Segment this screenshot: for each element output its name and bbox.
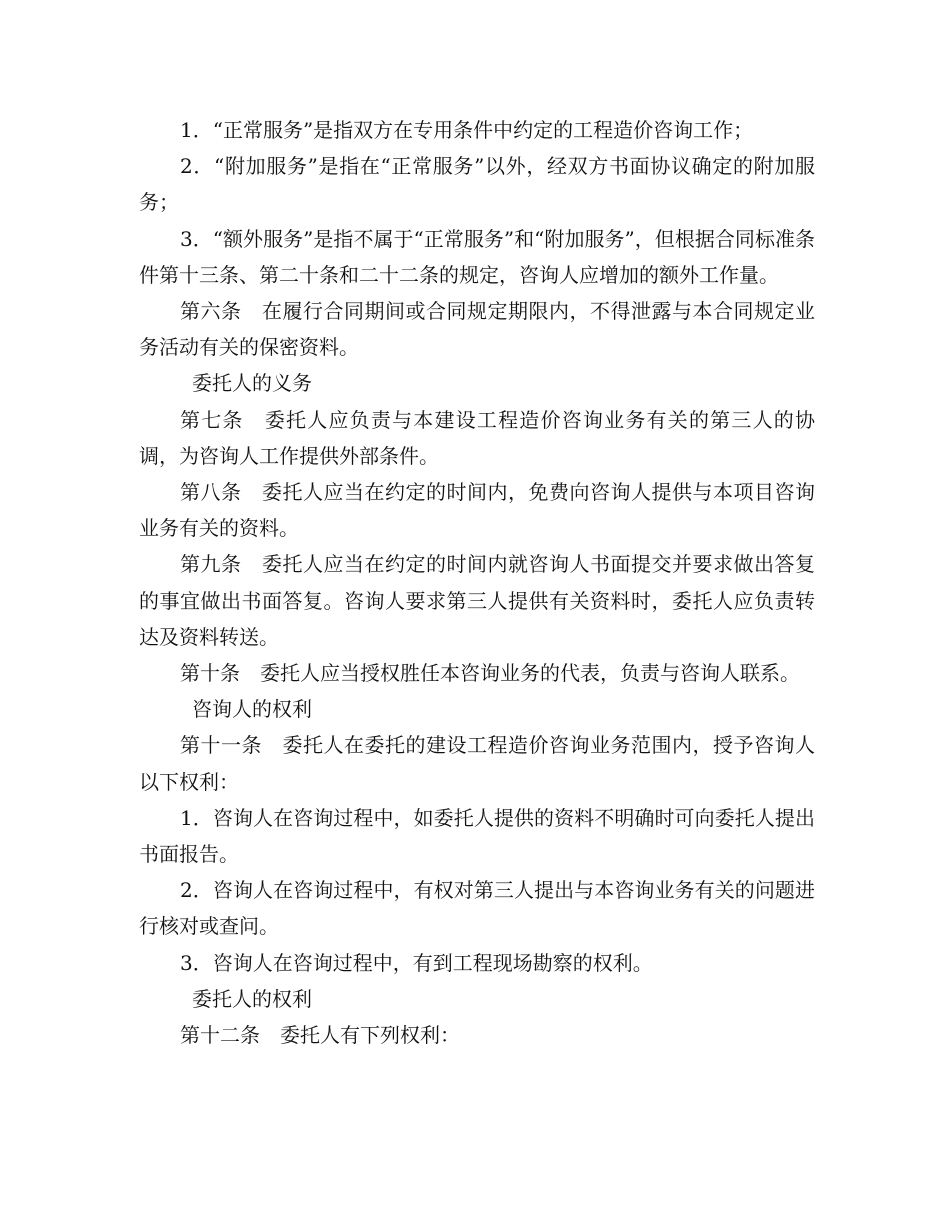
section-heading-consultant-rights: 咨询人的权利 [192,697,312,722]
article-9: 第九条 委托人应当在约定的时间内就咨询人书面提交并要求做出答复的事宜做出书面答复。咨询人要求第三人提供有关资料时，委托人应负责转达及资料转送。 [139,552,815,649]
right-item-3: 3．咨询人在咨询过程中，有到工程现场勘察的权利。 [180,950,653,975]
article-8: 第八条 委托人应当在约定的时间内，免费向咨询人提供与本项目咨询业务有关的资料。 [139,480,815,541]
clause-additional-service: 2．“附加服务”是指在“正常服务”以外，经双方书面协议确定的附加服务； [139,154,815,215]
article-10: 第十条 委托人应当授权胜任本咨询业务的代表，负责与咨询人联系。 [180,661,800,686]
article-11: 第十一条 委托人在委托的建设工程造价咨询业务范围内，授予咨询人以下权利： [139,733,815,794]
article-7: 第七条 委托人应负责与本建设工程造价咨询业务有关的第三人的协调，为咨询人工作提供外部条件。 [139,407,815,468]
section-heading-client-rights: 委托人的权利 [192,986,312,1011]
clause-normal-service: 1．“正常服务”是指双方在专用条件中约定的工程造价咨询工作； [180,118,754,142]
section-heading-client-obligations: 委托人的义务 [192,371,312,396]
right-item-1: 1．咨询人在咨询过程中，如委托人提供的资料不明确时可向委托人提出书面报告。 [139,805,815,867]
right-item-2: 2．咨询人在咨询过程中，有权对第三人提出与本咨询业务有关的问题进行核对或查问。 [139,878,815,939]
document-body [139,112,815,1053]
article-12: 第十二条 委托人有下列权利： [180,1023,460,1048]
clause-extra-service: 3．“额外服务”是指不属于“正常服务”和“附加服务”，但根据合同标准条件第十三条、第二十条和二十二条的规定，咨询人应增加的额外工作量。 [139,226,815,287]
article-6: 第六条 在履行合同期间或合同规定期限内，不得泄露与本合同规定业务活动有关的保密资料。 [139,299,815,360]
